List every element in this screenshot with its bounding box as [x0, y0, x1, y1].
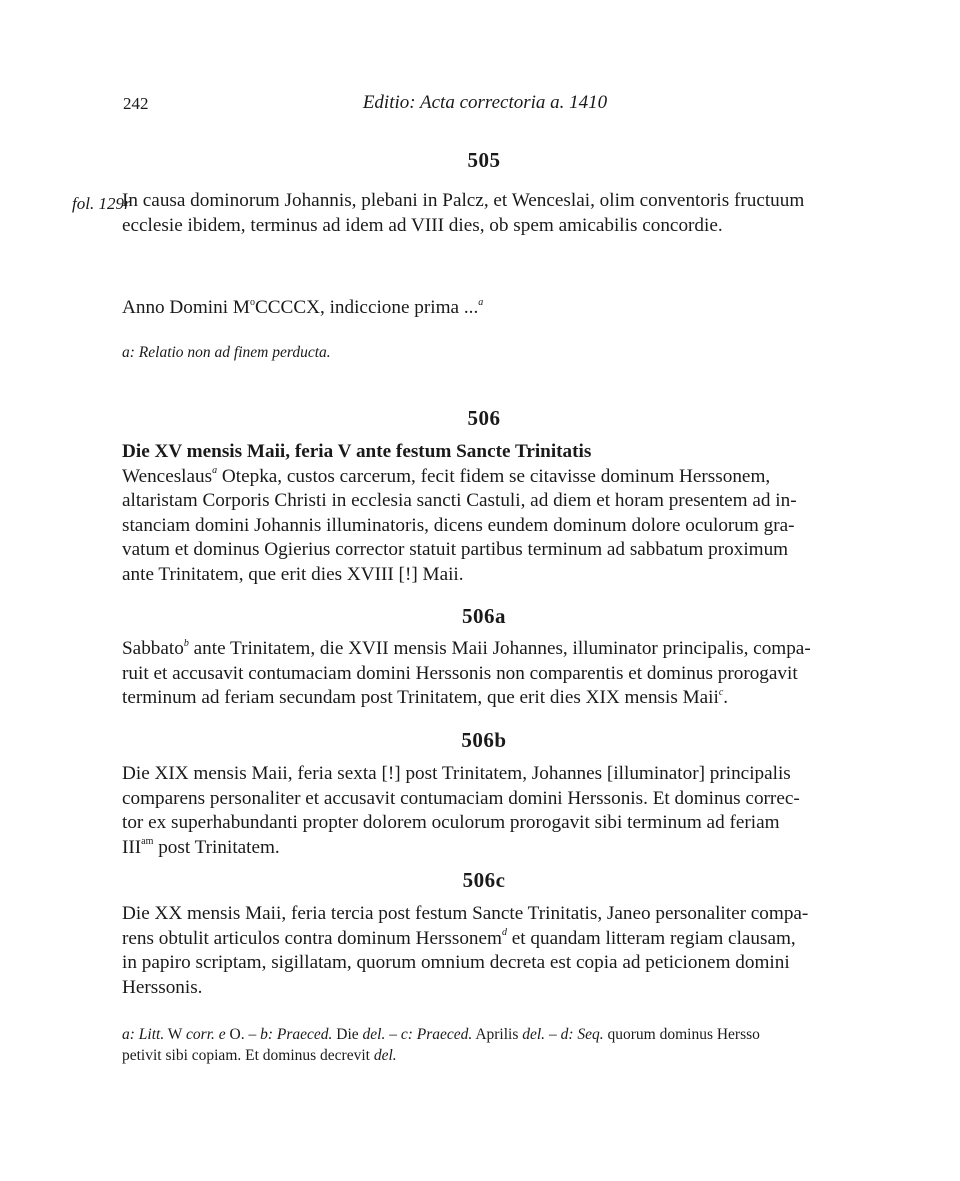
anno-text: Anno Domini M [122, 297, 250, 318]
text-line: Wenceslaus$^a$ Otepka, custos carcerum, fecit fidem se citavisse dominum Herssonem, [122, 465, 771, 487]
page-number: 242 [123, 94, 149, 113]
anno-line [122, 296, 846, 321]
text-line: Die XIX mensis Maii, feria sexta [!] post Trinitatem, Johannes [illuminator] principalis [122, 763, 791, 784]
text-line: stanciam domini Johannis illuminatoris, dicens eundem dominum dolore oculorum gra- [122, 514, 795, 536]
text-line: Herssonis. [122, 976, 203, 998]
superscript: am [141, 836, 154, 848]
text-line: altaristam Corporis Christi in ecclesia sancti Castuli, ad diem et horam presentem ad in- [122, 490, 797, 511]
text-line: rens obtulit articulos contra dominum Herssonem$^d$ et quandam litteram regiam clausam, [122, 927, 796, 949]
text-line: vatum et dominus Ogierius corrector statuit partibus terminum ad sabbatum proximum [122, 539, 789, 560]
entry-506a-text [122, 637, 846, 711]
entry-heading: Die XV mensis Maii, feria V ante festum Sancte Trinitatis [122, 441, 592, 462]
entry-505-text [122, 189, 846, 238]
anno-text-rest: CCCCX, indiccione prima ... [254, 297, 479, 318]
text-line: Die XX mensis Maii, feria tercia post festum Sancte Trinitatis, Janeo personaliter compa- [122, 903, 809, 924]
section-number-505: 505 [467, 148, 501, 172]
text-line: terminum ad feriam secundam post Trinitatem, que erit dies XIX mensis Maii$^c$. [122, 686, 729, 708]
section-number-506b: 506b [461, 728, 507, 752]
text-line: in papiro scriptam, sigillatam, quorum omnium decreta est copia ad peticionem domini [122, 952, 790, 973]
text-line: ecclesie ibidem, terminus ad idem ad VIII dies, ob spem amicabilis concordie. [122, 214, 723, 236]
footnotes-506 [122, 1024, 846, 1066]
footnote-marker: a [212, 465, 218, 477]
footnote-line: a: Litt. W corr. e O. – b: Praeced. Die del. – c: Praeced. Aprilis del. – d: Seq. quorum dominus Hersso [122, 1026, 760, 1043]
entry-506c-text [122, 902, 846, 1000]
text-line: ante Trinitatem, que erit dies XVIII [!] Maii. [122, 563, 464, 585]
footnote-marker: d [501, 927, 507, 939]
text-line: In causa dominorum Johannis, plebani in Palcz, et Wenceslai, olim conventoris fructuum [122, 190, 805, 211]
footnote-marker: b [183, 637, 189, 649]
footnote-505: a: Relatio non ad finem perducta. [122, 344, 331, 361]
footnote-line: petivit sibi copiam. Et dominus decrevit del. [122, 1047, 397, 1064]
footnote-marker: a [478, 296, 484, 308]
footnote-marker: c [718, 686, 724, 698]
entry-506b-text [122, 762, 846, 860]
text-line: ruit et accusavit contumaciam domini Herssonis non comparentis et dominus prorogavit [122, 662, 798, 684]
text-line: Sabbato$^b$ ante Trinitatem, die XVII mensis Maii Johannes, illuminator principalis, compa- [122, 637, 811, 659]
entry-506-text [122, 440, 846, 587]
text-line: comparens personaliter et accusavit contumaciam domini Herssonis. Et dominus correc- [122, 787, 800, 809]
running-title: Editio: Acta correctoria a. 1410 [362, 92, 608, 113]
section-number-506: 506 [467, 406, 501, 430]
text-line: $III^{am}$ post Trinitatem. [122, 836, 280, 858]
text-line: tor ex superhabundanti propter dolorem oculorum prorogavit sibi terminum ad feriam [122, 812, 780, 833]
folio-margin-note: fol. 129r [72, 194, 131, 213]
section-number-506c: 506c [462, 868, 506, 892]
superscript: o [249, 296, 255, 308]
section-number-506a: 506a [462, 604, 506, 628]
